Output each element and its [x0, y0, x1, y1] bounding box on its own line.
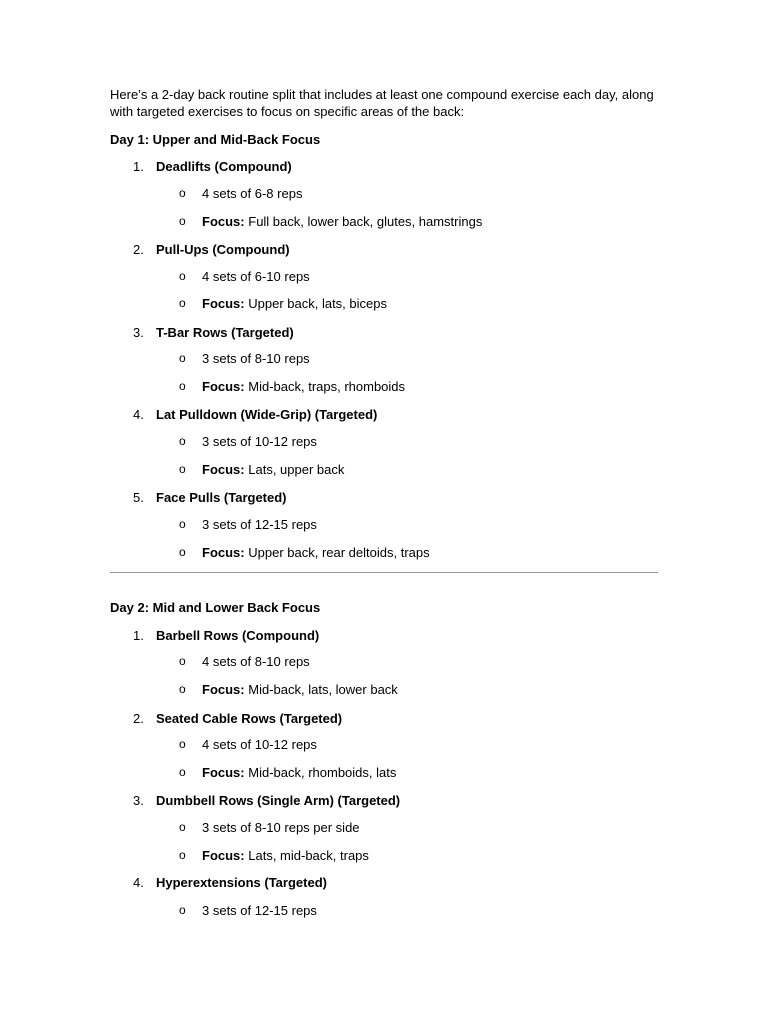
focus-label: Focus:	[202, 379, 245, 394]
day1-heading: Day 1: Upper and Mid-Back Focus	[110, 132, 321, 147]
sub-list-item	[0, 847, 768, 864]
sets-text: 4 sets of 6-10 reps	[202, 269, 310, 284]
bullet-icon: o	[179, 186, 186, 200]
bullet-icon: o	[179, 545, 186, 559]
focus-text	[202, 378, 405, 395]
focus-value: Lats, upper back	[248, 462, 345, 477]
focus-label: Focus:	[202, 682, 245, 697]
day2-heading: Day 2: Mid and Lower Back Focus	[110, 600, 321, 615]
focus-text	[202, 461, 344, 478]
bullet-icon: o	[179, 351, 186, 365]
sub-list-item	[0, 461, 768, 478]
bullet-icon: o	[179, 682, 186, 696]
list-item	[0, 874, 768, 891]
list-number: 3.	[133, 793, 144, 808]
focus-value: Lats, mid-back, traps	[248, 848, 369, 863]
list-number: 1.	[133, 628, 144, 643]
focus-label: Focus:	[202, 545, 245, 560]
list-number: 3.	[133, 325, 144, 340]
focus-text	[202, 213, 482, 230]
bullet-icon: o	[179, 269, 186, 283]
sub-list-item	[0, 213, 768, 230]
sub-list-item	[0, 736, 768, 753]
focus-label: Focus:	[202, 848, 245, 863]
sets-text: 3 sets of 12-15 reps	[202, 517, 317, 532]
sets-text: 3 sets of 12-15 reps	[202, 903, 317, 918]
sub-list-item	[0, 819, 768, 836]
sub-list-item	[0, 350, 768, 367]
bullet-icon: o	[179, 462, 186, 476]
list-number: 4.	[133, 407, 144, 422]
focus-label: Focus:	[202, 214, 245, 229]
exercise-name: Barbell Rows (Compound)	[156, 628, 320, 643]
sets-text: 3 sets of 8-10 reps	[202, 351, 310, 366]
bullet-icon: o	[179, 848, 186, 862]
focus-value: Mid-back, lats, lower back	[248, 682, 398, 697]
list-item	[0, 792, 768, 809]
focus-label: Focus:	[202, 296, 245, 311]
list-item	[0, 241, 768, 258]
focus-text	[202, 764, 396, 781]
exercise-name: Dumbbell Rows (Single Arm) (Targeted)	[156, 793, 401, 808]
bullet-icon: o	[179, 434, 186, 448]
bullet-icon: o	[179, 379, 186, 393]
sub-list-item	[0, 902, 768, 919]
focus-text	[202, 847, 369, 864]
focus-label: Focus:	[202, 765, 245, 780]
focus-value: Upper back, lats, biceps	[248, 296, 387, 311]
exercise-name: Deadlifts (Compound)	[156, 159, 292, 174]
list-item	[0, 158, 768, 175]
bullet-icon: o	[179, 765, 186, 779]
focus-value: Upper back, rear deltoids, traps	[248, 545, 430, 560]
focus-value: Full back, lower back, glutes, hamstrings	[248, 214, 483, 229]
list-item	[0, 627, 768, 644]
exercise-name: Pull-Ups (Compound)	[156, 242, 290, 257]
bullet-icon: o	[179, 654, 186, 668]
sub-list-item	[0, 185, 768, 202]
focus-text	[202, 295, 387, 312]
sub-list-item	[0, 378, 768, 395]
focus-value: Mid-back, traps, rhomboids	[248, 379, 406, 394]
list-number: 4.	[133, 875, 144, 890]
exercise-name: Hyperextensions (Targeted)	[156, 875, 327, 890]
intro-paragraph: Here’s a 2-day back routine split that includes at least one compound exercise each day, along with targeted exercises to focus on specific areas of the back:	[110, 87, 654, 119]
sets-text: 3 sets of 8-10 reps per side	[202, 820, 360, 835]
exercise-name: Lat Pulldown (Wide-Grip) (Targeted)	[156, 407, 378, 422]
list-item	[0, 324, 768, 341]
exercise-name: Face Pulls (Targeted)	[156, 490, 287, 505]
sets-text: 4 sets of 6-8 reps	[202, 186, 303, 201]
list-item	[0, 406, 768, 423]
sets-text: 4 sets of 8-10 reps	[202, 654, 310, 669]
list-number: 2.	[133, 711, 144, 726]
sub-list-item	[0, 764, 768, 781]
sub-list-item	[0, 544, 768, 561]
exercise-name: Seated Cable Rows (Targeted)	[156, 711, 343, 726]
sub-list-item	[0, 433, 768, 450]
sub-list-item	[0, 516, 768, 533]
bullet-icon: o	[179, 820, 186, 834]
sub-list-item	[0, 268, 768, 285]
sub-list-item	[0, 653, 768, 670]
bullet-icon: o	[179, 903, 186, 917]
list-number: 2.	[133, 242, 144, 257]
bullet-icon: o	[179, 214, 186, 228]
sets-text: 3 sets of 10-12 reps	[202, 434, 317, 449]
exercise-name: T-Bar Rows (Targeted)	[156, 325, 294, 340]
horizontal-rule	[110, 572, 658, 573]
bullet-icon: o	[179, 517, 186, 531]
focus-label: Focus:	[202, 462, 245, 477]
focus-text	[202, 544, 430, 561]
sub-list-item	[0, 681, 768, 698]
sets-text: 4 sets of 10-12 reps	[202, 737, 317, 752]
bullet-icon: o	[179, 296, 186, 310]
focus-text	[202, 681, 398, 698]
focus-value: Mid-back, rhomboids, lats	[248, 765, 397, 780]
list-number: 5.	[133, 490, 144, 505]
list-item	[0, 710, 768, 727]
bullet-icon: o	[179, 737, 186, 751]
list-item	[0, 489, 768, 506]
list-number: 1.	[133, 159, 144, 174]
sub-list-item	[0, 295, 768, 312]
